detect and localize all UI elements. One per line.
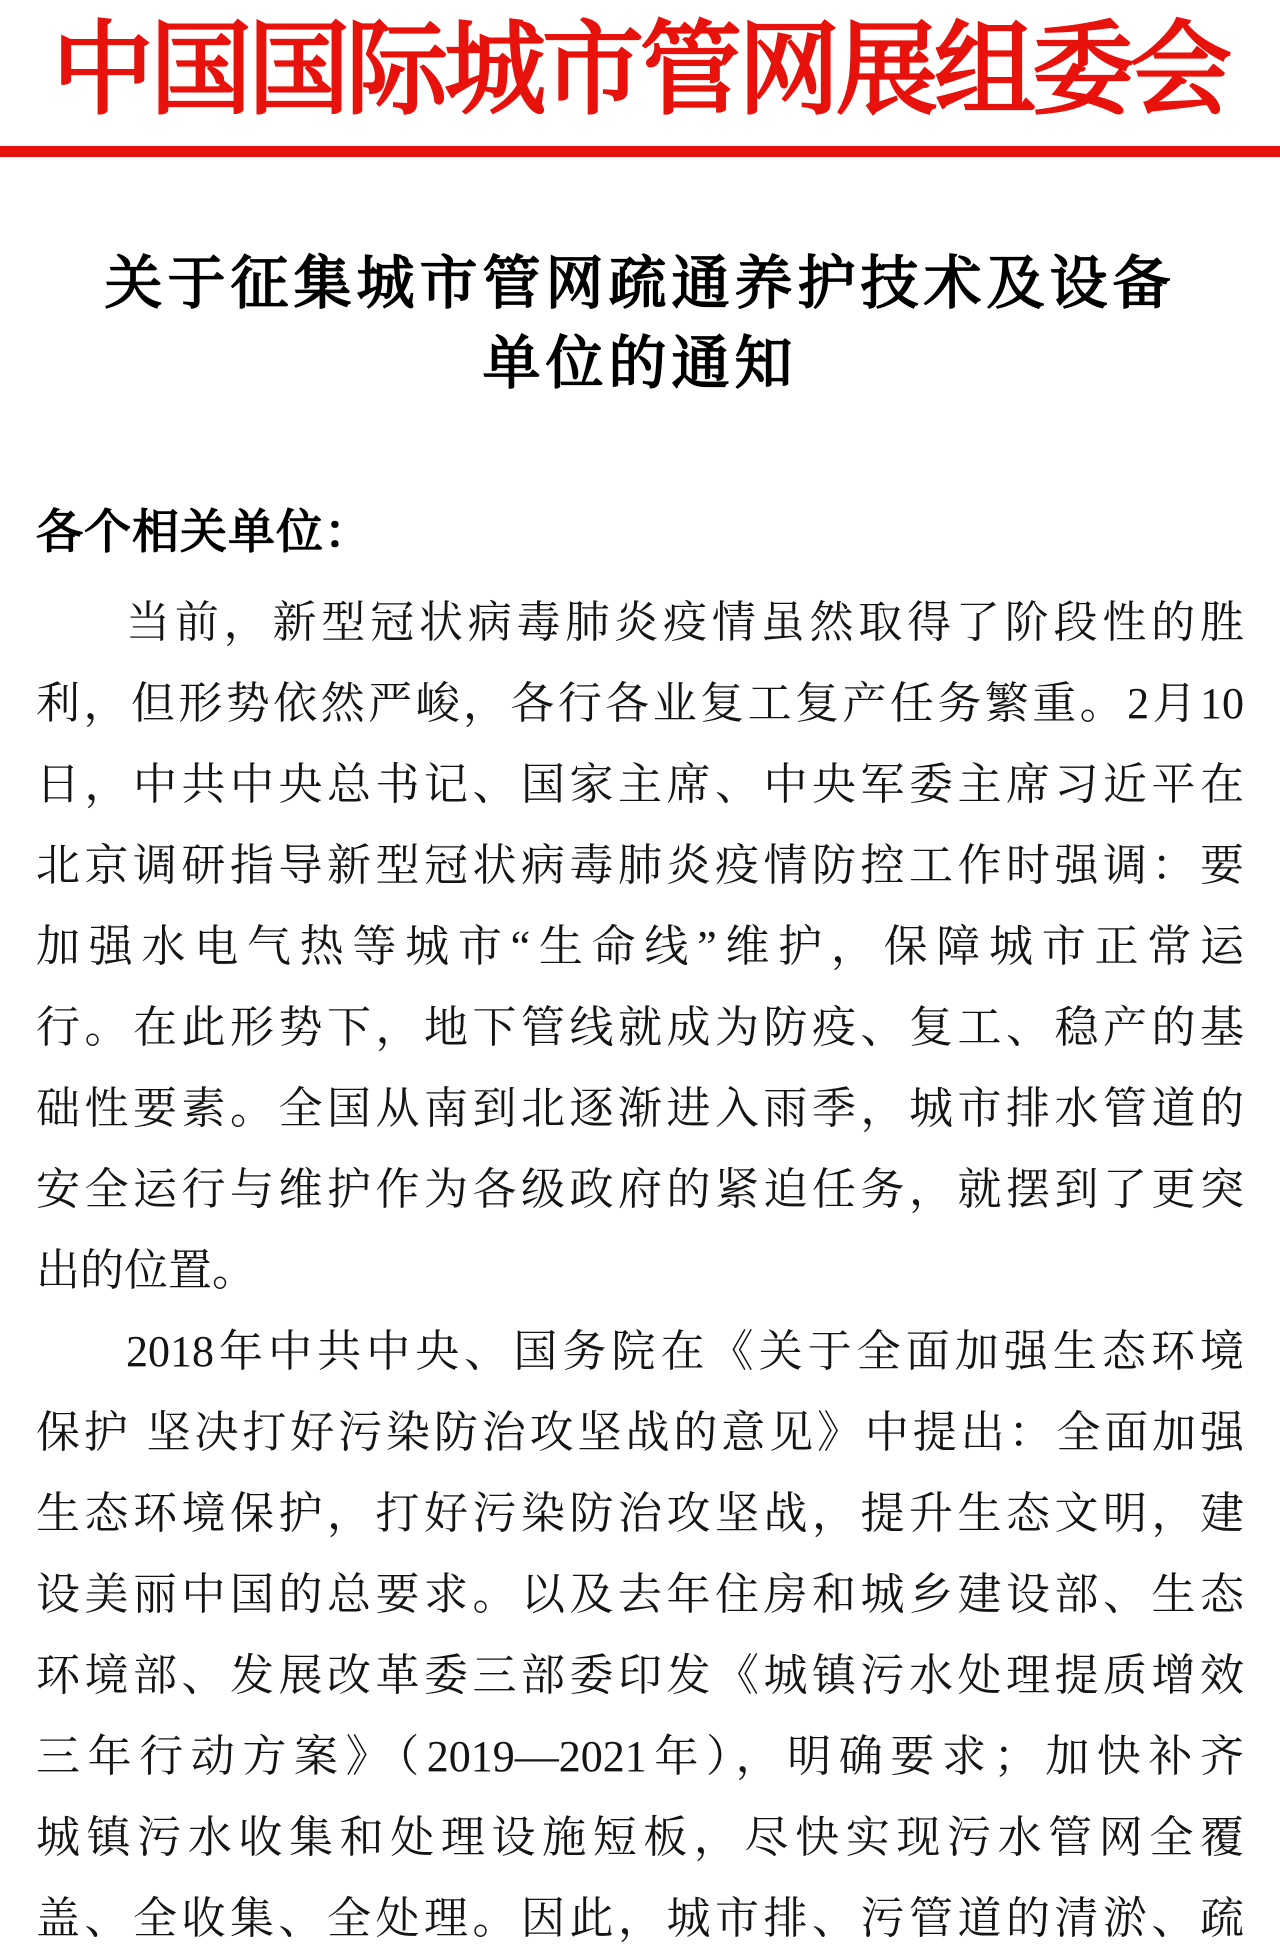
body-line: 北京调研指导新型冠状病毒肺炎疫情防控工作时强调：要	[36, 841, 1244, 890]
body-line: 利，但形势依然严峻，各行各业复工复产任务繁重。2月10	[36, 679, 1244, 728]
body-line: 出的位置。	[36, 1246, 256, 1295]
body-line: 行。在此形势下，地下管线就成为防疫、复工、稳产的基	[36, 1003, 1244, 1052]
document-title	[0, 244, 1280, 404]
body-line: 设美丽中国的总要求。以及去年住房和城乡建设部、生态	[36, 1570, 1244, 1619]
salutation: 各个相关单位：	[36, 507, 372, 559]
body-line: 础性要素。全国从南到北逐渐进入雨季，城市排水管道的	[36, 1084, 1244, 1133]
document-title-line-2: 单位的通知	[482, 331, 798, 396]
body-line: 保护 坚决打好污染防治攻坚战的意见》中提出：全面加强	[36, 1408, 1244, 1457]
document-body	[36, 582, 1244, 1959]
body-line: 日，中共中央总书记、国家主席、中央军委主席习近平在	[36, 760, 1244, 809]
body-line: 加强水电气热等城市“生命线”维护，保障城市正常运	[36, 922, 1244, 971]
body-line: 安全运行与维护作为各级政府的紧迫任务，就摆到了更突	[36, 1165, 1244, 1214]
body-line: 三年行动方案》（2019—2021年），明确要求；加快补齐	[36, 1732, 1244, 1781]
body-line: 2018年中共中央、国务院在《关于全面加强生态环境	[126, 1327, 1244, 1376]
body-line: 环境部、发展改革委三部委印发《城镇污水处理提质增效	[36, 1651, 1244, 1700]
body-line: 当前，新型冠状病毒肺炎疫情虽然取得了阶段性的胜	[126, 598, 1244, 647]
document-title-line-1: 关于征集城市管网疏通养护技术及设备	[104, 251, 1176, 316]
masthead-divider-rule	[0, 146, 1280, 157]
body-line: 城镇污水收集和处理设施短板，尽快实现污水管网全覆	[36, 1813, 1244, 1862]
body-line: 生态环境保护，打好污染防治攻坚战，提升生态文明，建	[36, 1489, 1244, 1538]
org-masthead: 中国国际城市管网展组委会	[52, 15, 1228, 128]
body-line: 盖、全收集、全处理。因此，城市排、污管道的清淤、疏	[36, 1894, 1244, 1943]
